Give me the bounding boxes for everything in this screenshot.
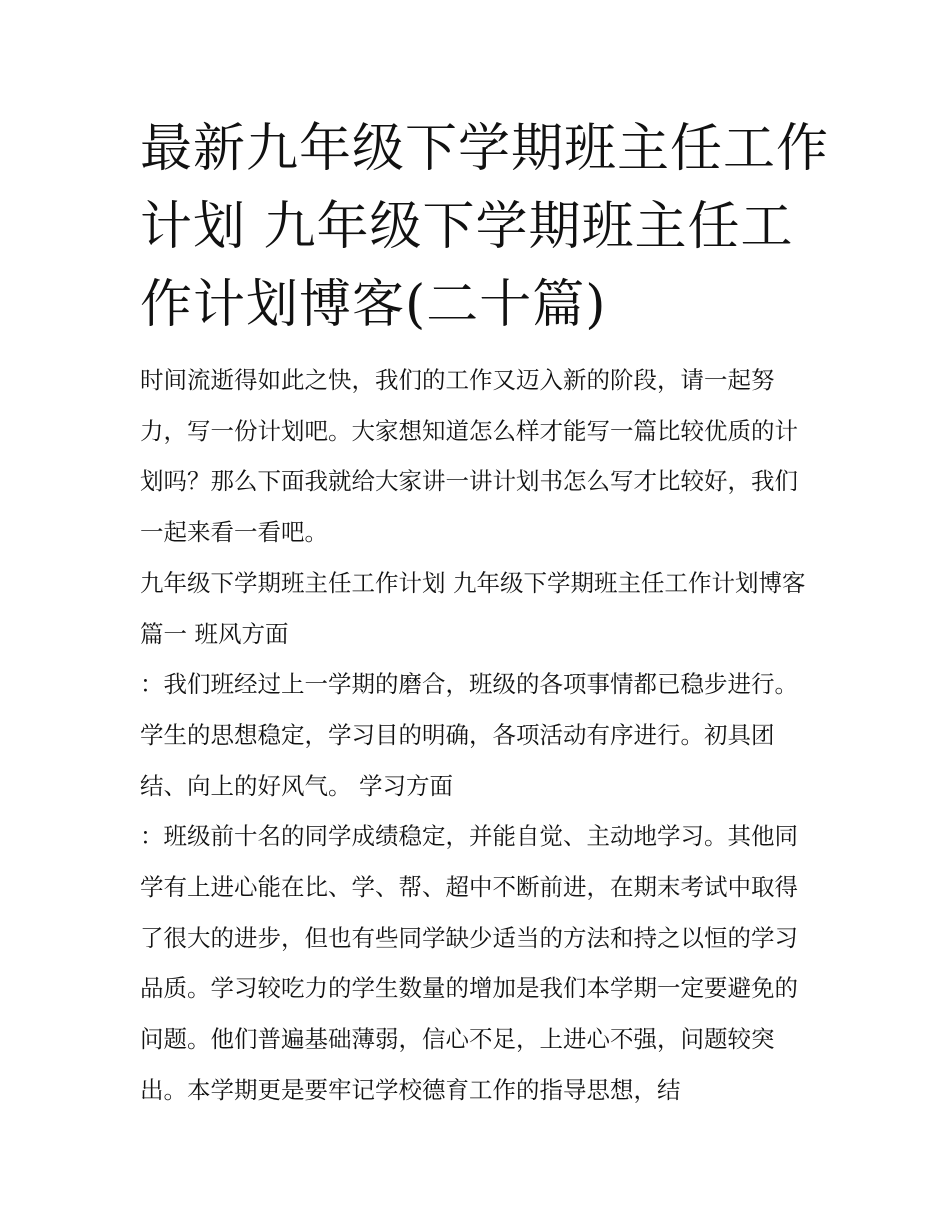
document-title: 最新九年级下学期班主任工作计划 九年级下学期班主任工作计划博客(二十篇) [140,119,830,335]
paragraph-study: ：班级前十名的同学成绩稳定，并能自觉、主动地学习。其他同学有上进心能在比、学、帮、超中不断前进，在期末考试中取得了很大的进步，但也有些同学缺少适当的方法和持之以恒的学习品质。学习较吃力的学生数量的增加是我们本学期一定要避免的问题。他们普遍基础薄弱，信心不足，上进心不强，问题较突出。本学期更是要牢记学校德育工作的指导思想，结 [140,822,798,1104]
paragraph-section-heading: 九年级下学期班主任工作计划 九年级下学期班主任工作计划博客篇一 班风方面 [140,568,806,648]
document-body [140,355,815,1116]
paragraph-class-style: ：我们班经过上一学期的磨合，班级的各项事情都已稳步进行。学生的思想稳定，学习目的明确，各项活动有序进行。初具团结、向上的好风气。 学习方面 [140,670,798,800]
paragraph-intro: 时间流逝得如此之快，我们的工作又迈入新的阶段，请一起努力，写一份计划吧。大家想知道怎么样才能写一篇比较优质的计划吗？那么下面我就给大家讲一讲计划书怎么写才比较好，我们一起来看一看吧。 [140,366,798,547]
